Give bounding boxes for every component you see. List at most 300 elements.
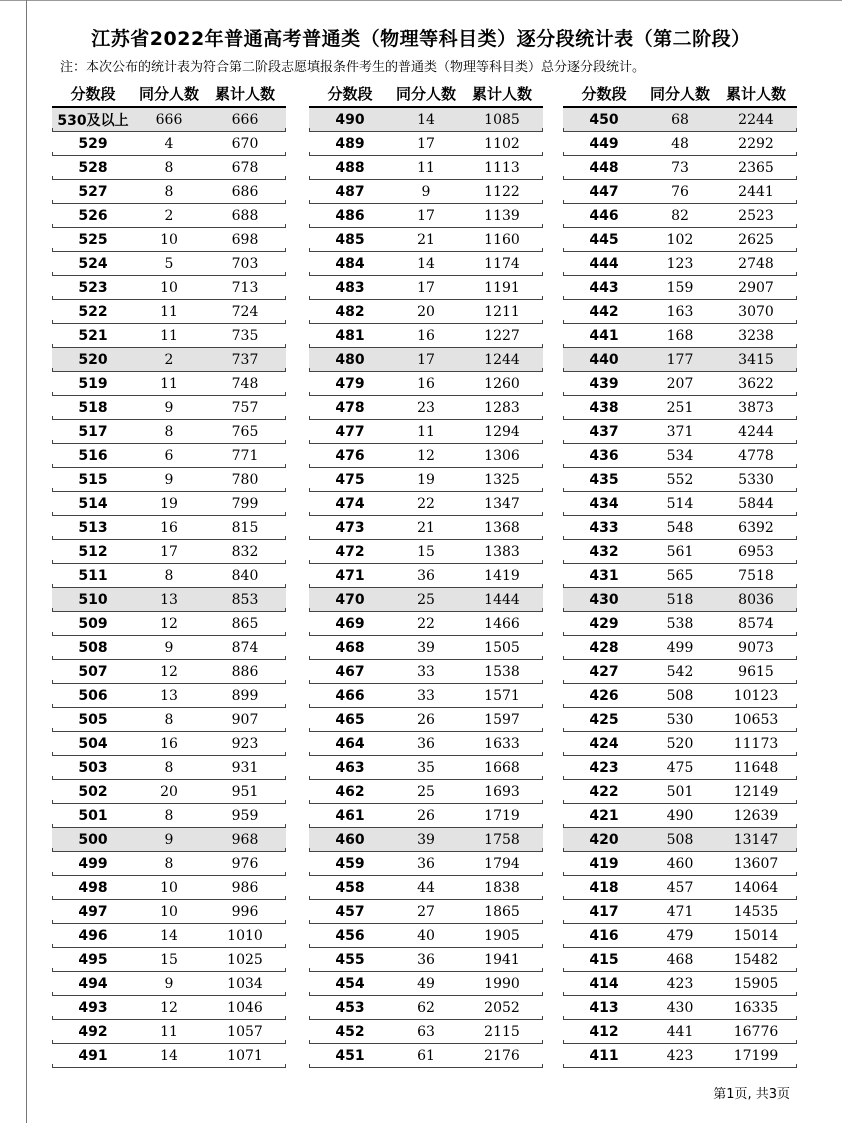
header-same-score-count: 同分人数 [649, 84, 710, 103]
cumulative-count-cell: 771 [231, 448, 259, 464]
score-cell: 419 [589, 856, 619, 872]
score-cell: 472 [335, 544, 365, 560]
cumulative-count-cell: 1085 [484, 112, 520, 128]
table-row [309, 900, 543, 924]
table-row [52, 252, 286, 276]
cumulative-count-cell: 1383 [484, 544, 520, 560]
cumulative-count-cell: 3873 [738, 400, 774, 416]
same-score-count-cell: 17 [160, 544, 178, 560]
score-cell: 457 [335, 904, 365, 920]
cumulative-count-cell: 1025 [227, 952, 263, 968]
score-cell: 420 [589, 832, 619, 848]
score-cell: 510 [78, 592, 108, 608]
table-row [52, 780, 286, 804]
same-score-count-cell: 666 [155, 112, 183, 128]
same-score-count-cell: 22 [417, 496, 435, 512]
cumulative-count-cell: 1693 [484, 784, 520, 800]
score-cell: 462 [335, 784, 365, 800]
table-row [309, 684, 543, 708]
same-score-count-cell: 468 [666, 952, 694, 968]
score-cell: 439 [589, 376, 619, 392]
cumulative-count-cell: 780 [231, 472, 259, 488]
table-row [309, 588, 543, 612]
score-cell: 467 [335, 664, 365, 680]
score-cell: 443 [589, 280, 619, 296]
same-score-count-cell: 11 [417, 424, 435, 440]
table-row [52, 828, 286, 852]
same-score-count-cell: 479 [666, 928, 694, 944]
table-row [52, 612, 286, 636]
cumulative-count-cell: 15014 [733, 928, 779, 944]
same-score-count-cell: 561 [666, 544, 694, 560]
table-row [563, 492, 797, 516]
same-score-count-cell: 530 [666, 712, 694, 728]
same-score-count-cell: 371 [666, 424, 694, 440]
table-row [52, 492, 286, 516]
same-score-count-cell: 39 [417, 640, 435, 656]
same-score-count-cell: 9 [164, 640, 174, 656]
same-score-count-cell: 62 [417, 1000, 435, 1016]
score-cell: 488 [335, 160, 365, 176]
cumulative-count-cell: 2748 [738, 256, 774, 272]
table-row [563, 804, 797, 828]
cumulative-count-cell: 1794 [484, 856, 520, 872]
score-cell: 507 [78, 664, 108, 680]
cumulative-count-cell: 986 [231, 880, 259, 896]
cumulative-count-cell: 5844 [738, 496, 774, 512]
cumulative-count-cell: 14535 [733, 904, 779, 920]
score-cell: 430 [589, 592, 619, 608]
cumulative-count-cell: 1244 [484, 352, 520, 368]
same-score-count-cell: 33 [417, 664, 435, 680]
same-score-count-cell: 63 [417, 1024, 435, 1040]
cumulative-count-cell: 10123 [733, 688, 779, 704]
table-row [52, 996, 286, 1020]
table-row [309, 708, 543, 732]
same-score-count-cell: 15 [417, 544, 435, 560]
score-cell: 502 [78, 784, 108, 800]
score-cell: 466 [335, 688, 365, 704]
table-row [309, 180, 543, 204]
cumulative-count-cell: 2176 [484, 1048, 520, 1064]
table-row [563, 420, 797, 444]
same-score-count-cell: 16 [160, 736, 178, 752]
table-row [52, 972, 286, 996]
cumulative-count-cell: 5330 [738, 472, 774, 488]
cumulative-count-cell: 11173 [733, 736, 779, 752]
same-score-count-cell: 36 [417, 952, 435, 968]
same-score-count-cell: 471 [666, 904, 694, 920]
score-cell: 448 [589, 160, 619, 176]
score-cell: 458 [335, 880, 365, 896]
cumulative-count-cell: 840 [231, 568, 259, 584]
score-cell: 499 [78, 856, 108, 872]
same-score-count-cell: 207 [666, 376, 694, 392]
table-row [309, 276, 543, 300]
table-row [309, 132, 543, 156]
score-cell: 503 [78, 760, 108, 776]
cumulative-count-cell: 737 [231, 352, 259, 368]
same-score-count-cell: 123 [666, 256, 694, 272]
score-cell: 521 [78, 328, 108, 344]
cumulative-count-cell: 9615 [738, 664, 774, 680]
score-cell: 477 [335, 424, 365, 440]
cumulative-count-cell: 666 [231, 112, 259, 128]
table-row [563, 972, 797, 996]
table-row [52, 636, 286, 660]
same-score-count-cell: 20 [417, 304, 435, 320]
same-score-count-cell: 441 [666, 1024, 694, 1040]
cumulative-count-cell: 1597 [484, 712, 520, 728]
score-cell: 511 [78, 568, 108, 584]
same-score-count-cell: 36 [417, 568, 435, 584]
score-cell: 413 [589, 1000, 619, 1016]
score-table-column-2 [309, 80, 543, 1068]
header-cumulative-count: 累计人数 [471, 84, 532, 103]
same-score-count-cell: 8 [164, 424, 174, 440]
score-cell: 508 [78, 640, 108, 656]
cumulative-count-cell: 2052 [484, 1000, 520, 1016]
cumulative-count-cell: 1139 [484, 208, 520, 224]
score-cell: 509 [78, 616, 108, 632]
table-row [563, 828, 797, 852]
table-row [309, 156, 543, 180]
same-score-count-cell: 17 [417, 208, 435, 224]
same-score-count-cell: 518 [666, 592, 694, 608]
same-score-count-cell: 36 [417, 736, 435, 752]
cumulative-count-cell: 1865 [484, 904, 520, 920]
cumulative-count-cell: 12639 [733, 808, 779, 824]
header-cumulative-count: 累计人数 [214, 84, 275, 103]
cumulative-count-cell: 3070 [738, 304, 774, 320]
table-row [309, 780, 543, 804]
score-cell: 522 [78, 304, 108, 320]
score-cell: 432 [589, 544, 619, 560]
same-score-count-cell: 11 [160, 1024, 178, 1040]
cumulative-count-cell: 8574 [738, 616, 774, 632]
score-cell: 470 [335, 592, 365, 608]
score-cell: 469 [335, 616, 365, 632]
table-row [309, 564, 543, 588]
table-row [52, 372, 286, 396]
cumulative-count-cell: 9073 [738, 640, 774, 656]
header-score-range: 分数段 [327, 84, 373, 103]
cumulative-count-cell: 2365 [738, 160, 774, 176]
table-row [563, 228, 797, 252]
same-score-count-cell: 9 [164, 400, 174, 416]
cumulative-count-cell: 7518 [738, 568, 774, 584]
score-cell: 422 [589, 784, 619, 800]
table-row [563, 924, 797, 948]
same-score-count-cell: 457 [666, 880, 694, 896]
cumulative-count-cell: 2244 [738, 112, 774, 128]
table-row [563, 348, 797, 372]
same-score-count-cell: 36 [417, 856, 435, 872]
cumulative-count-cell: 1325 [484, 472, 520, 488]
table-row [563, 756, 797, 780]
same-score-count-cell: 177 [666, 352, 694, 368]
same-score-count-cell: 490 [666, 808, 694, 824]
same-score-count-cell: 39 [417, 832, 435, 848]
table-row [309, 396, 543, 420]
table-row [563, 684, 797, 708]
score-cell: 501 [78, 808, 108, 824]
same-score-count-cell: 12 [417, 448, 435, 464]
cumulative-count-cell: 853 [231, 592, 259, 608]
table-row [52, 732, 286, 756]
same-score-count-cell: 17 [417, 280, 435, 296]
score-cell: 459 [335, 856, 365, 872]
table-row [309, 972, 543, 996]
same-score-count-cell: 499 [666, 640, 694, 656]
table-row [563, 300, 797, 324]
score-cell: 482 [335, 304, 365, 320]
cumulative-count-cell: 1368 [484, 520, 520, 536]
page-top-border [0, 0, 842, 1]
cumulative-count-cell: 670 [231, 136, 259, 152]
table-row [563, 1044, 797, 1068]
score-cell: 446 [589, 208, 619, 224]
table-row [563, 996, 797, 1020]
page-left-border [26, 0, 27, 1123]
table-row [309, 204, 543, 228]
same-score-count-cell: 27 [417, 904, 435, 920]
score-cell: 442 [589, 304, 619, 320]
score-cell: 474 [335, 496, 365, 512]
table-row [52, 540, 286, 564]
score-cell: 465 [335, 712, 365, 728]
cumulative-count-cell: 899 [231, 688, 259, 704]
score-cell: 435 [589, 472, 619, 488]
cumulative-count-cell: 1306 [484, 448, 520, 464]
score-cell: 530及以上 [57, 113, 129, 129]
same-score-count-cell: 25 [417, 592, 435, 608]
table-row [52, 204, 286, 228]
same-score-count-cell: 9 [164, 976, 174, 992]
cumulative-count-cell: 886 [231, 664, 259, 680]
cumulative-count-cell: 11648 [733, 760, 779, 776]
cumulative-count-cell: 1444 [484, 592, 520, 608]
score-cell: 454 [335, 976, 365, 992]
score-cell: 476 [335, 448, 365, 464]
table-row [309, 444, 543, 468]
cumulative-count-cell: 1260 [484, 376, 520, 392]
score-table-column-3 [563, 80, 797, 1068]
score-cell: 483 [335, 280, 365, 296]
same-score-count-cell: 475 [666, 760, 694, 776]
score-cell: 495 [78, 952, 108, 968]
table-row [563, 876, 797, 900]
same-score-count-cell: 565 [666, 568, 694, 584]
cumulative-count-cell: 1990 [484, 976, 520, 992]
same-score-count-cell: 26 [417, 808, 435, 824]
score-cell: 440 [589, 352, 619, 368]
table-row [52, 924, 286, 948]
score-cell: 480 [335, 352, 365, 368]
score-cell: 527 [78, 184, 108, 200]
same-score-count-cell: 33 [417, 688, 435, 704]
table-row [52, 1044, 286, 1068]
score-cell: 478 [335, 400, 365, 416]
same-score-count-cell: 430 [666, 1000, 694, 1016]
cumulative-count-cell: 931 [231, 760, 259, 776]
table-row [309, 612, 543, 636]
score-cell: 496 [78, 928, 108, 944]
same-score-count-cell: 12 [160, 1000, 178, 1016]
score-cell: 504 [78, 736, 108, 752]
cumulative-count-cell: 1466 [484, 616, 520, 632]
cumulative-count-cell: 765 [231, 424, 259, 440]
cumulative-count-cell: 724 [231, 304, 259, 320]
score-cell: 471 [335, 568, 365, 584]
table-row [309, 996, 543, 1020]
page-footer: 第1页, 共3页 [713, 1087, 790, 1102]
table-row [52, 228, 286, 252]
score-table-column-1 [52, 80, 286, 1068]
score-cell: 429 [589, 616, 619, 632]
score-cell: 450 [589, 112, 619, 128]
same-score-count-cell: 19 [160, 496, 178, 512]
same-score-count-cell: 21 [417, 232, 435, 248]
score-cell: 526 [78, 208, 108, 224]
table-row [52, 564, 286, 588]
same-score-count-cell: 8 [164, 160, 174, 176]
score-cell: 427 [589, 664, 619, 680]
table-row [52, 108, 286, 132]
cumulative-count-cell: 1227 [484, 328, 520, 344]
same-score-count-cell: 10 [160, 232, 178, 248]
cumulative-count-cell: 1668 [484, 760, 520, 776]
cumulative-count-cell: 4778 [738, 448, 774, 464]
same-score-count-cell: 251 [666, 400, 694, 416]
same-score-count-cell: 15 [160, 952, 178, 968]
score-cell: 519 [78, 376, 108, 392]
cumulative-count-cell: 1283 [484, 400, 520, 416]
score-cell: 453 [335, 1000, 365, 1016]
table-row [52, 756, 286, 780]
score-cell: 494 [78, 976, 108, 992]
header-same-score-count: 同分人数 [395, 84, 456, 103]
cumulative-count-cell: 1046 [227, 1000, 263, 1016]
cumulative-count-cell: 959 [231, 808, 259, 824]
table-header [309, 80, 543, 108]
same-score-count-cell: 76 [671, 184, 689, 200]
table-row [52, 444, 286, 468]
same-score-count-cell: 17 [417, 136, 435, 152]
table-row [563, 780, 797, 804]
same-score-count-cell: 8 [164, 568, 174, 584]
score-cell: 414 [589, 976, 619, 992]
same-score-count-cell: 5 [164, 256, 174, 272]
table-row [52, 516, 286, 540]
score-cell: 490 [335, 112, 365, 128]
cumulative-count-cell: 3238 [738, 328, 774, 344]
table-row [52, 300, 286, 324]
cumulative-count-cell: 874 [231, 640, 259, 656]
score-cell: 489 [335, 136, 365, 152]
table-row [309, 852, 543, 876]
score-cell: 529 [78, 136, 108, 152]
same-score-count-cell: 73 [671, 160, 689, 176]
same-score-count-cell: 13 [160, 688, 178, 704]
score-cell: 475 [335, 472, 365, 488]
cumulative-count-cell: 2441 [738, 184, 774, 200]
same-score-count-cell: 8 [164, 808, 174, 824]
score-cell: 492 [78, 1024, 108, 1040]
cumulative-count-cell: 698 [231, 232, 259, 248]
page-title: 江苏省2022年普通高考普通类（物理等科目类）逐分段统计表（第二阶段） [91, 28, 751, 50]
cumulative-count-cell: 1113 [484, 160, 520, 176]
same-score-count-cell: 548 [666, 520, 694, 536]
table-row [563, 660, 797, 684]
cumulative-count-cell: 1102 [484, 136, 520, 152]
score-cell: 491 [78, 1048, 108, 1064]
cumulative-count-cell: 2907 [738, 280, 774, 296]
same-score-count-cell: 508 [666, 688, 694, 704]
cumulative-count-cell: 15482 [733, 952, 779, 968]
cumulative-count-cell: 1571 [484, 688, 520, 704]
score-cell: 444 [589, 256, 619, 272]
score-cell: 517 [78, 424, 108, 440]
same-score-count-cell: 14 [160, 1048, 178, 1064]
cumulative-count-cell: 996 [231, 904, 259, 920]
table-row [563, 852, 797, 876]
score-cell: 505 [78, 712, 108, 728]
score-cell: 487 [335, 184, 365, 200]
cumulative-count-cell: 13147 [733, 832, 779, 848]
cumulative-count-cell: 799 [231, 496, 259, 512]
cumulative-count-cell: 1071 [227, 1048, 263, 1064]
table-row [52, 180, 286, 204]
same-score-count-cell: 35 [417, 760, 435, 776]
cumulative-count-cell: 865 [231, 616, 259, 632]
score-cell: 415 [589, 952, 619, 968]
cumulative-count-cell: 678 [231, 160, 259, 176]
same-score-count-cell: 159 [666, 280, 694, 296]
score-cell: 431 [589, 568, 619, 584]
table-row [563, 612, 797, 636]
same-score-count-cell: 552 [666, 472, 694, 488]
same-score-count-cell: 9 [164, 832, 174, 848]
table-row [309, 660, 543, 684]
score-cell: 451 [335, 1048, 365, 1064]
table-row [52, 396, 286, 420]
same-score-count-cell: 12 [160, 616, 178, 632]
cumulative-count-cell: 1941 [484, 952, 520, 968]
score-cell: 515 [78, 472, 108, 488]
cumulative-count-cell: 4244 [738, 424, 774, 440]
cumulative-count-cell: 1160 [484, 232, 520, 248]
score-cell: 514 [78, 496, 108, 512]
same-score-count-cell: 6 [164, 448, 174, 464]
cumulative-count-cell: 1347 [484, 496, 520, 512]
same-score-count-cell: 17 [417, 352, 435, 368]
score-cell: 497 [78, 904, 108, 920]
table-row [52, 708, 286, 732]
cumulative-count-cell: 1174 [484, 256, 520, 272]
score-cell: 423 [589, 760, 619, 776]
score-cell: 421 [589, 808, 619, 824]
same-score-count-cell: 9 [164, 472, 174, 488]
table-row [563, 708, 797, 732]
table-header [52, 80, 286, 108]
same-score-count-cell: 10 [160, 904, 178, 920]
same-score-count-cell: 163 [666, 304, 694, 320]
score-cell: 452 [335, 1024, 365, 1040]
cumulative-count-cell: 2523 [738, 208, 774, 224]
score-cell: 425 [589, 712, 619, 728]
cumulative-count-cell: 12149 [733, 784, 779, 800]
